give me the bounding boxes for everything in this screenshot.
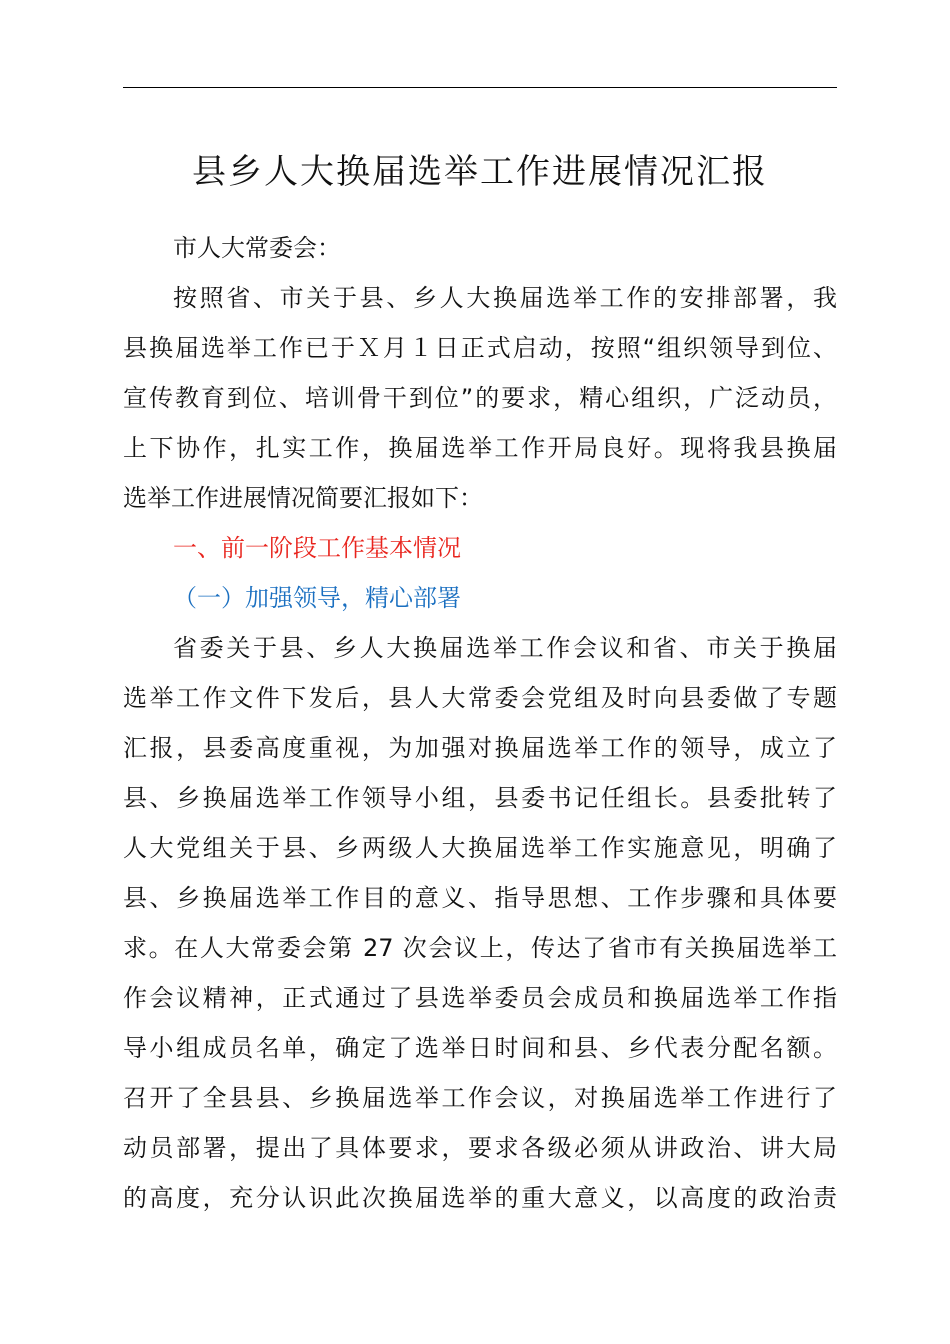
paragraph-line: 汇报，县委高度重视，为加强对换届选举工作的领导，成立了 [123, 734, 837, 762]
document-title: 县乡人大换届选举工作进展情况汇报 [192, 152, 768, 192]
paragraph-line: 宣传教育到位、培训骨干到位”的要求，精心组织，广泛动员， [123, 384, 837, 412]
salutation: 市人大常委会： [173, 234, 341, 262]
paragraph-line: 召开了全县县、乡换届选举工作会议，对换届选举工作进行了 [123, 1084, 837, 1112]
paragraph-line: 的高度，充分认识此次换届选举的重大意义，以高度的政治责 [123, 1184, 837, 1212]
paragraph-line: 上下协作，扎实工作，换届选举工作开局良好。现将我县换届 [123, 434, 837, 462]
paragraph-line: 求。在人大常委会第 27 次会议上，传达了省市有关换届选举工 [123, 934, 837, 962]
paragraph-line: 选举工作进展情况简要汇报如下： [123, 484, 483, 512]
paragraph-line: 县、乡换届选举工作目的意义、指导思想、工作步骤和具体要 [123, 884, 837, 912]
paragraph-line: 作会议精神，正式通过了县选举委员会成员和换届选举工作指 [123, 984, 837, 1012]
section-heading: 一、前一阶段工作基本情况 [173, 534, 461, 562]
paragraph-line: 动员部署，提出了具体要求，要求各级必须从讲政治、讲大局 [123, 1134, 837, 1162]
header-rule [123, 87, 837, 88]
paragraph-line: 按照省、市关于县、乡人大换届选举工作的安排部署，我 [173, 284, 837, 312]
paragraph-line: 人大党组关于县、乡两级人大换届选举工作实施意见，明确了 [123, 834, 837, 862]
paragraph-line: 选举工作文件下发后，县人大常委会党组及时向县委做了专题 [123, 684, 837, 712]
paragraph-line: 县、乡换届选举工作领导小组，县委书记任组长。县委批转了 [123, 784, 837, 812]
subsection-heading: （一）加强领导，精心部署 [173, 584, 461, 612]
paragraph-line: 省委关于县、乡人大换届选举工作会议和省、市关于换届 [173, 634, 837, 662]
paragraph-line: 导小组成员名单，确定了选举日时间和县、乡代表分配名额。 [123, 1034, 837, 1062]
paragraph-line: 县换届选举工作已于Ｘ月１日正式启动，按照“组织领导到位、 [123, 334, 837, 362]
